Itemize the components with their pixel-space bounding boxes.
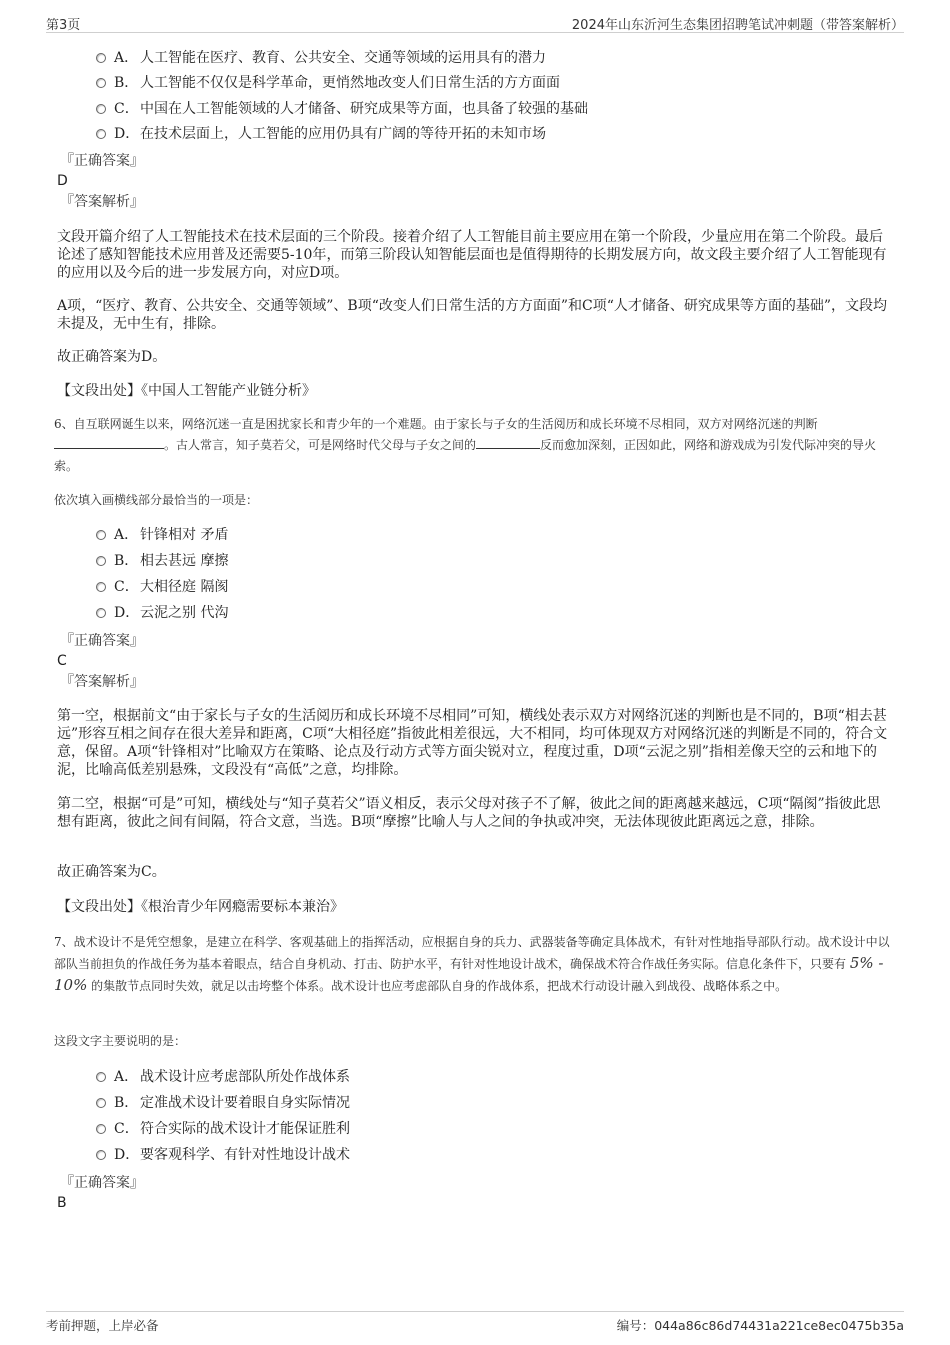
q7-option-c[interactable]: C．符合实际的战术设计才能保证胜利 [96, 1119, 350, 1139]
q5-answer-label: 『正确答案』 [60, 153, 144, 169]
q7-option-b[interactable]: B． 定准战术设计要着眼自身实际情况 [96, 1093, 350, 1113]
q5-analysis-label: 『答案解析』 [60, 194, 144, 210]
radio-icon[interactable] [96, 1150, 106, 1160]
page-header [46, 12, 904, 33]
q7-stem: 7、战术设计不是凭空想象，是建立在科学、客观基础上的指挥活动，应根据自身的兵力、武器装备等确定具体战术，有针对性地指导部队行动。战术设计中以部队当前担负的作战任务为基本着眼点，结合自身机动、打击、防护水平，有针对性地设计战术，确保战术符合作战任务实际。信息化条件下，只要有 5% - 10% 的集散节点同时失效，就足以击垮整个体系。战术设计也应考虑部队自身的作战体系，把战术行动设计融入到战役、战略体系之中。 [54, 935, 890, 994]
q5-analysis-p3: 故正确答案为D。 [57, 349, 167, 365]
radio-icon[interactable] [96, 1124, 106, 1134]
radio-icon[interactable] [96, 129, 106, 139]
radio-icon[interactable] [96, 556, 106, 566]
q6-answer-label: 『正确答案』 [60, 633, 144, 649]
radio-icon[interactable] [96, 104, 106, 114]
q5-option-a[interactable]: A． 人工智能在医疗、教育、公共安全、交通等领域的运用具有的潜力 [96, 48, 546, 68]
radio-icon[interactable] [96, 530, 106, 540]
radio-icon[interactable] [96, 53, 106, 63]
q6-stem: 6、自互联网诞生以来，网络沉迷一直是困扰家长和青少年的一个难题。由于家长与子女的生活阅历和成长环境不尽相同，双方对网络沉迷的判断。古人常言，知子莫若父，可是网络时代父母与子女之间的 反而愈加深刻，正因如此，网络和游戏成为引发代际冲突的导火索。 [54, 417, 877, 473]
q6-option-a[interactable]: A． 针锋相对 矛盾 [96, 525, 228, 545]
q6-option-d[interactable]: D．云泥之别 代沟 [96, 603, 228, 623]
q6-option-c[interactable]: C．大相径庭 隔阂 [96, 577, 228, 597]
q6-answer: C [57, 653, 67, 669]
footer-slogan: 考前押题，上岸必备 [46, 1318, 159, 1333]
q5-analysis-p1: 文段开篇介绍了人工智能技术在技术层面的三个阶段。接着介绍了人工智能目前主要应用在第一个阶段，少量应用在第二个阶段。最后论述了感知智能技术应用普及还需要5-10年，而第三阶段认知智能层面也是值得期待的长期发展方向，故文段主要介绍了人工智能现有的应用以及今后的进一步发展方向，对应D项。 [57, 229, 887, 281]
q6-analysis-p1: 第一空，根据前文“由于家长与子女的生活阅历和成长环境不尽相同”可知，横线处表示双方对网络沉迷的判断也是不同的，B项“相去甚远”形容互相之间存在很大差异和距离，C项“大相径庭”指彼此相差很远，大不相同，均可体现双方对网络沉迷的判断是不同的，符合文意，保留。A项“针锋相对”比喻双方在策略、论点及行动方式等方面尖锐对立，程度过重，D项“云泥之别”指相差像天空的云和地下的泥，比喻高低差别悬殊，文段没有“高低”之意，均排除。 [57, 708, 888, 778]
q6-analysis-p2: 第二空，根据“可是”可知，横线处与“知子莫若父”语义相反，表示父母对孩子不了解，彼此之间的距离越来越远，C项“隔阂”指彼此思想有距离，彼此之间有间隔，符合文意，当选。B项“摩擦”比喻人与人之间的争执或冲突，无法体现彼此距离远之意，排除。 [57, 796, 881, 830]
q7-option-d[interactable]: D．要客观科学、有针对性地设计战术 [96, 1145, 350, 1165]
q5-option-d[interactable]: D．在技术层面上，人工智能的应用仍具有广阔的等待开拓的未知市场 [96, 124, 546, 144]
q6-prompt: 依次填入画横线部分最恰当的一项是： [54, 493, 259, 507]
radio-icon[interactable] [96, 1072, 106, 1082]
radio-icon[interactable] [96, 1098, 106, 1108]
q7-answer: B [57, 1195, 67, 1211]
q5-answer: D [57, 173, 68, 189]
document-title: 2024年山东沂河生态集团招聘笔试冲刺题（带答案解析） [571, 18, 904, 33]
q5-source: 【文段出处】《中国人工智能产业链分析》 [57, 383, 316, 399]
radio-icon[interactable] [96, 608, 106, 618]
radio-icon[interactable] [96, 78, 106, 88]
q7-answer-label: 『正确答案』 [60, 1175, 144, 1191]
document-id: 编号：044a86c86d74431a221ce8ec0475b35a [616, 1318, 904, 1333]
q6-source: 【文段出处】《根治青少年网瘾需要标本兼治》 [57, 899, 344, 915]
fill-blank [476, 436, 540, 449]
q5-option-c[interactable]: C．中国在人工智能领域的人才储备、研究成果等方面，也具备了较强的基础 [96, 99, 588, 119]
fill-blank [54, 436, 164, 449]
radio-icon[interactable] [96, 582, 106, 592]
q6-option-b[interactable]: B． 相去甚远 摩擦 [96, 551, 228, 571]
page-number: 第3页 [46, 18, 81, 33]
q5-analysis-p2: A项，“医疗、教育、公共安全、交通等领域”、B项“改变人们日常生活的方方面面”和C项“人才储备、研究成果等方面的基础”，文段均未提及，无中生有，排除。 [57, 298, 888, 332]
percent-range: 5% - 10% [54, 954, 884, 994]
q6-analysis-p3: 故正确答案为C。 [57, 864, 166, 880]
page-footer [46, 1311, 904, 1336]
q7-option-a[interactable]: A． 战术设计应考虑部队所处作战体系 [96, 1067, 350, 1087]
q7-prompt: 这段文字主要说明的是： [54, 1034, 187, 1048]
q5-option-b[interactable]: B． 人工智能不仅仅是科学革命，更悄然地改变人们日常生活的方方面面 [96, 73, 560, 93]
q6-analysis-label: 『答案解析』 [60, 674, 144, 690]
